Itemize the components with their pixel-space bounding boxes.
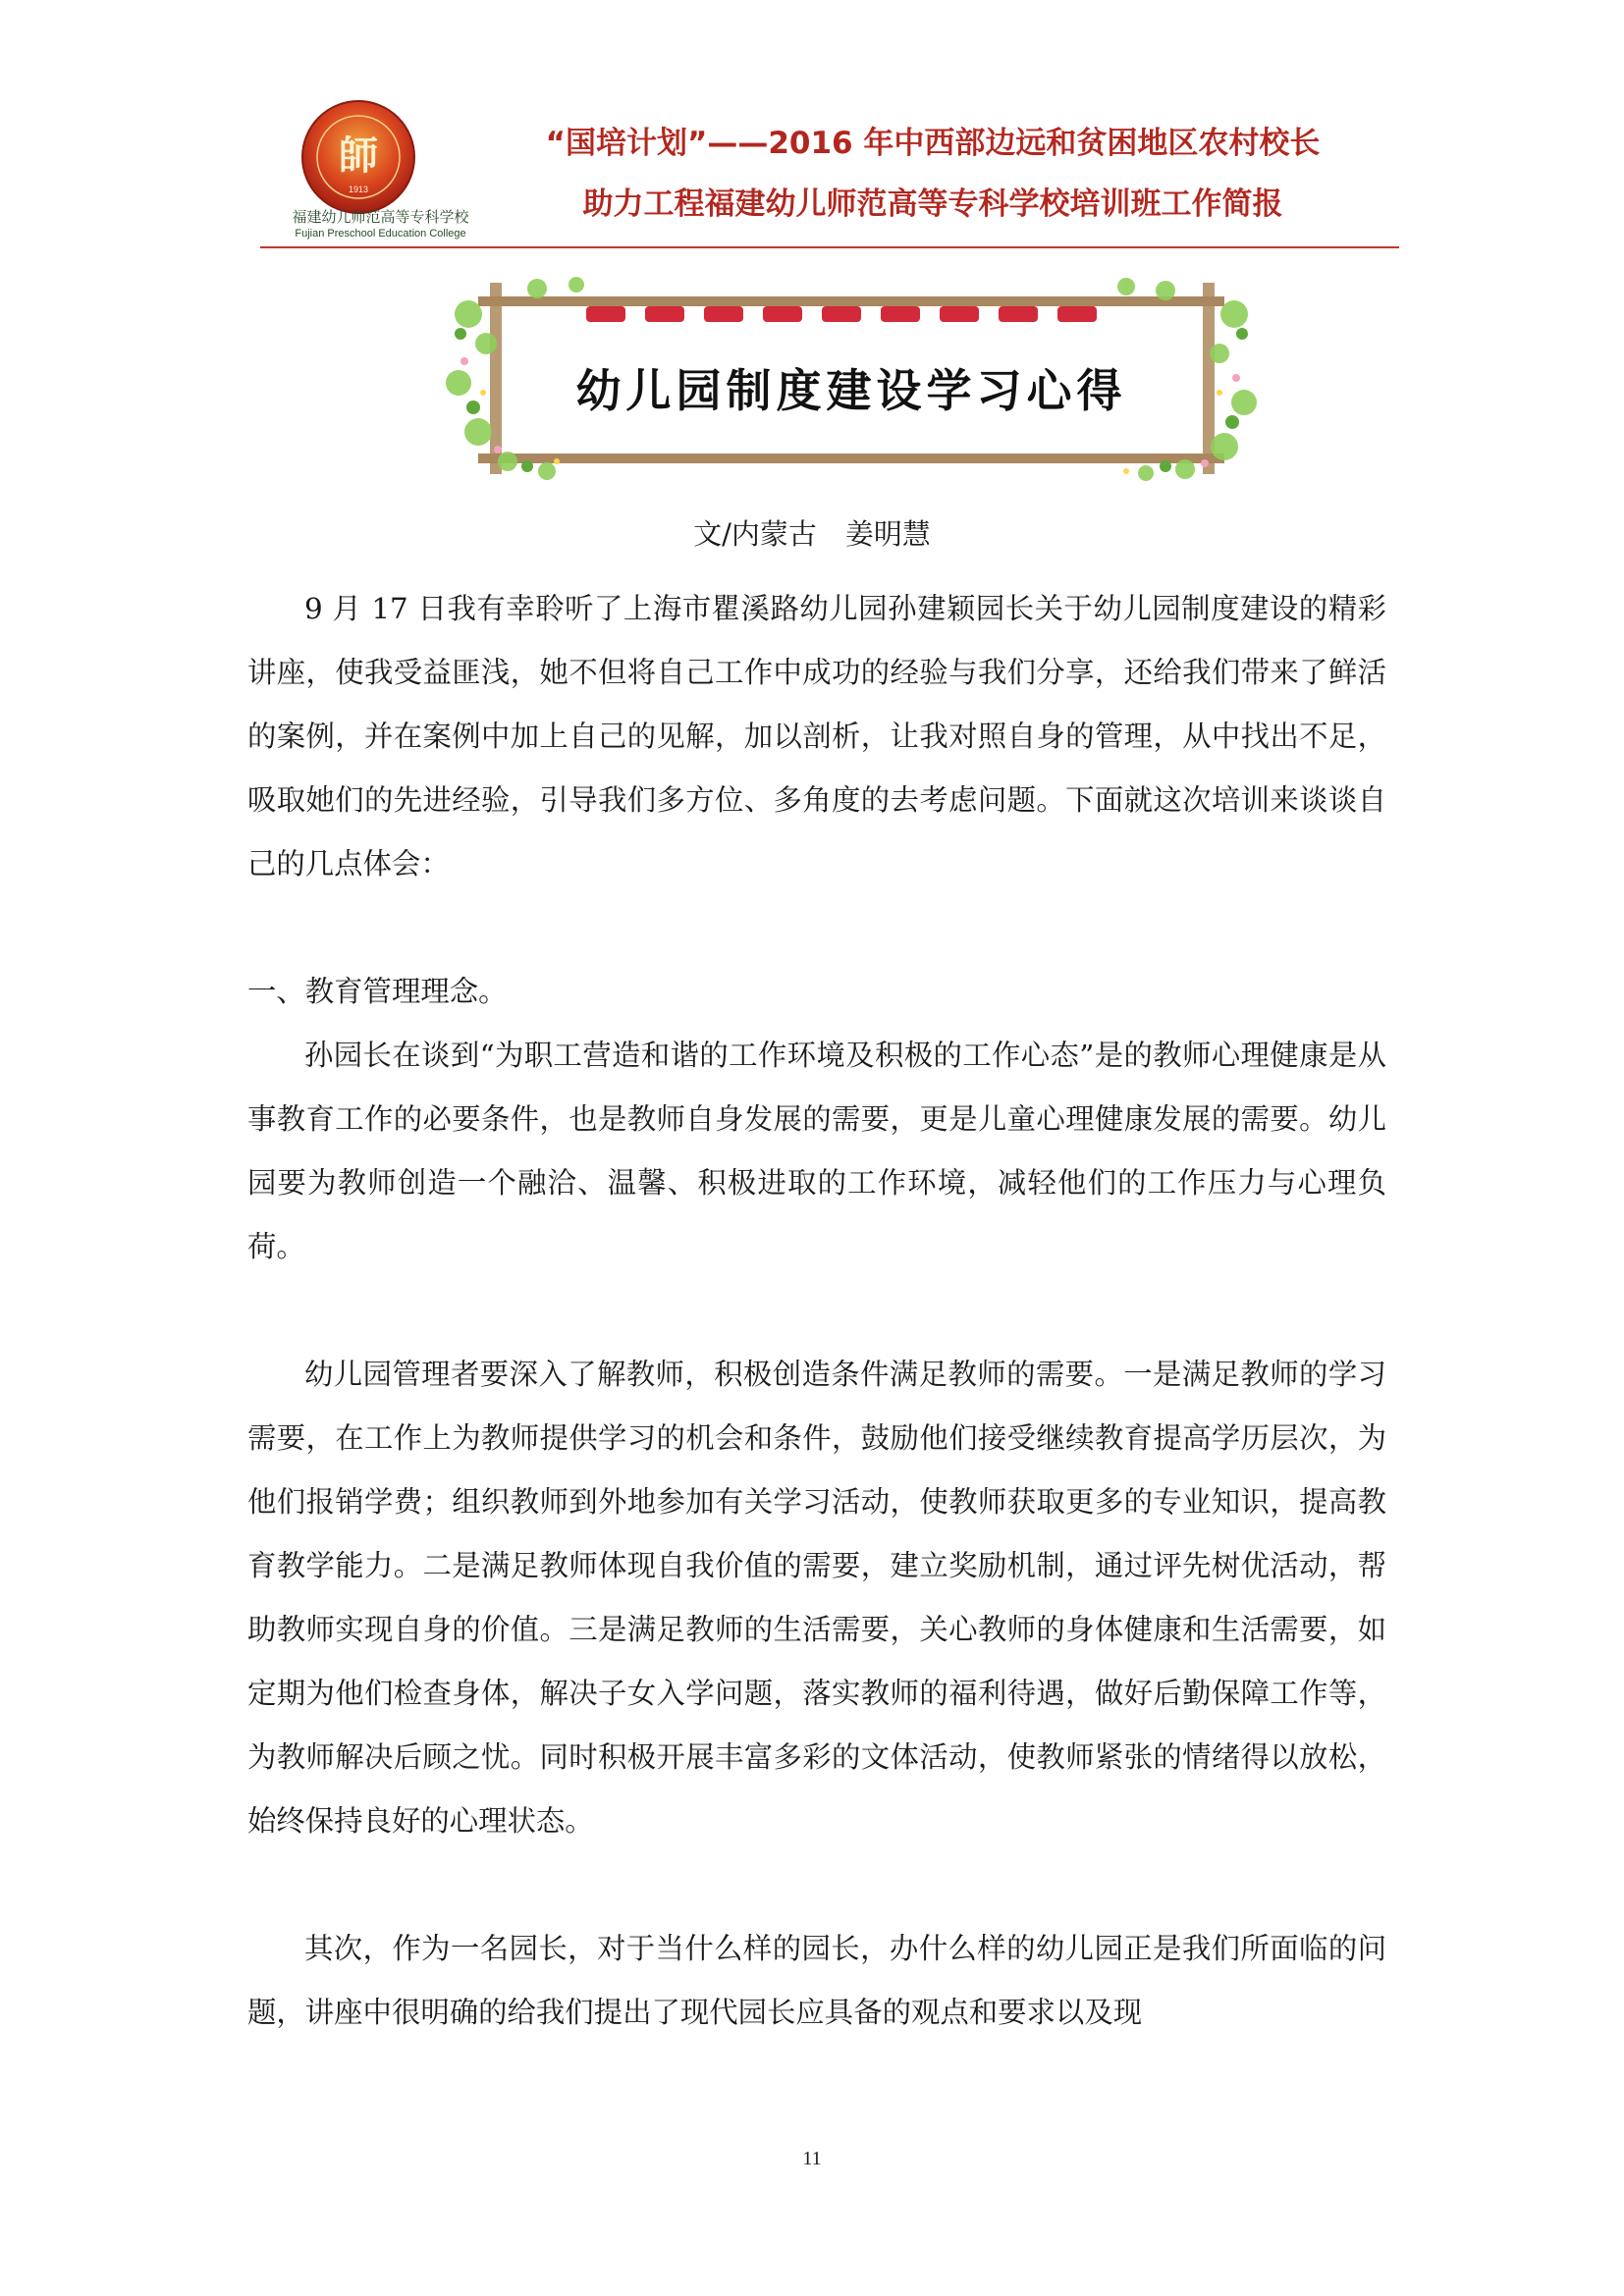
header-title-line1: “国培计划”——2016 年中西部边远和贫困地区农村校长 xyxy=(545,126,1321,161)
paragraph: 孙园长在谈到“为职工营造和谐的工作环境及积极的工作心态”是的教师心理健康是从事教育工作的必要条件，也是教师自身发展的需要，更是儿童心理健康发展的需要。幼儿园要为教师创造一个融洽、温馨、积极进取的工作环境，减轻他们的工作压力与心理负荷。 xyxy=(247,1039,1386,1263)
report-header xyxy=(260,88,1399,255)
college-logo xyxy=(299,98,417,216)
logo-year: 1913 xyxy=(348,185,369,194)
article-title: 幼儿园制度建设学习心得 xyxy=(575,364,1127,417)
paragraph-gap xyxy=(247,896,1386,960)
page-number: 11 xyxy=(802,2148,822,2169)
paragraph: 幼儿园管理者要深入了解教师，积极创造条件满足教师的需要。一是满足教师的学习需要，在工作上为教师提供学习的机会和条件，鼓励他们接受继续教育提高学历层次，为他们报销学费；组织教师到外地参加有关学习活动，使教师获取更多的专业知识，提高教育教学能力。二是满足教师体现自我价值的需要，建立奖励机制，通过评先树优活动，帮助教师实现自身的价值。三是满足教师的生活需要，关心教师的身体健康和生活需要，如定期为他们检查身体，解决子女入学问题，落实教师的福利待遇，做好后勤保障工作等，为教师解决后顾之忧。同时积极开展丰富多彩的文体活动，使教师紧张的情绪得以放松，始终保持良好的心理状态。 xyxy=(247,1358,1386,1838)
article-byline: 文/内蒙古 姜明慧 xyxy=(693,517,931,551)
article-body xyxy=(247,577,1386,2045)
paragraph: 9 月 17 日我有幸聆听了上海市瞿溪路幼儿园孙建颖园长关于幼儿园制度建设的精彩讲座，使我受益匪浅，她不但将自己工作中成功的经验与我们分享，还给我们带来了鲜活的案例，并在案例中加上自己的见解，加以剖析，让我对照自身的管理，从中找出不足，吸取她们的先进经验，引导我们多方位、多角度的去考虑问题。下面就这次培训来谈谈自己的几点体会： xyxy=(247,592,1386,881)
header-title-line2: 助力工程福建幼儿师范高等专科学校培训班工作简报 xyxy=(582,187,1283,222)
logo-caption-cn: 福建幼儿师范高等专科学校 xyxy=(292,208,469,226)
section-heading: 一、教育管理理念。 xyxy=(247,975,508,1008)
header-divider xyxy=(260,246,1399,248)
paragraph-gap xyxy=(247,1853,1386,1917)
paragraph-gap xyxy=(247,1279,1386,1343)
title-banner xyxy=(439,275,1264,481)
paragraph: 其次，作为一名园长，对于当什么样的园长，办什么样的幼儿园正是我们所面临的问题，讲座中很明确的给我们提出了现代园长应具备的观点和要求以及现 xyxy=(247,1932,1386,2029)
logo-char: 師 xyxy=(339,133,378,179)
logo-caption-en: Fujian Preschool Education College xyxy=(295,228,466,240)
